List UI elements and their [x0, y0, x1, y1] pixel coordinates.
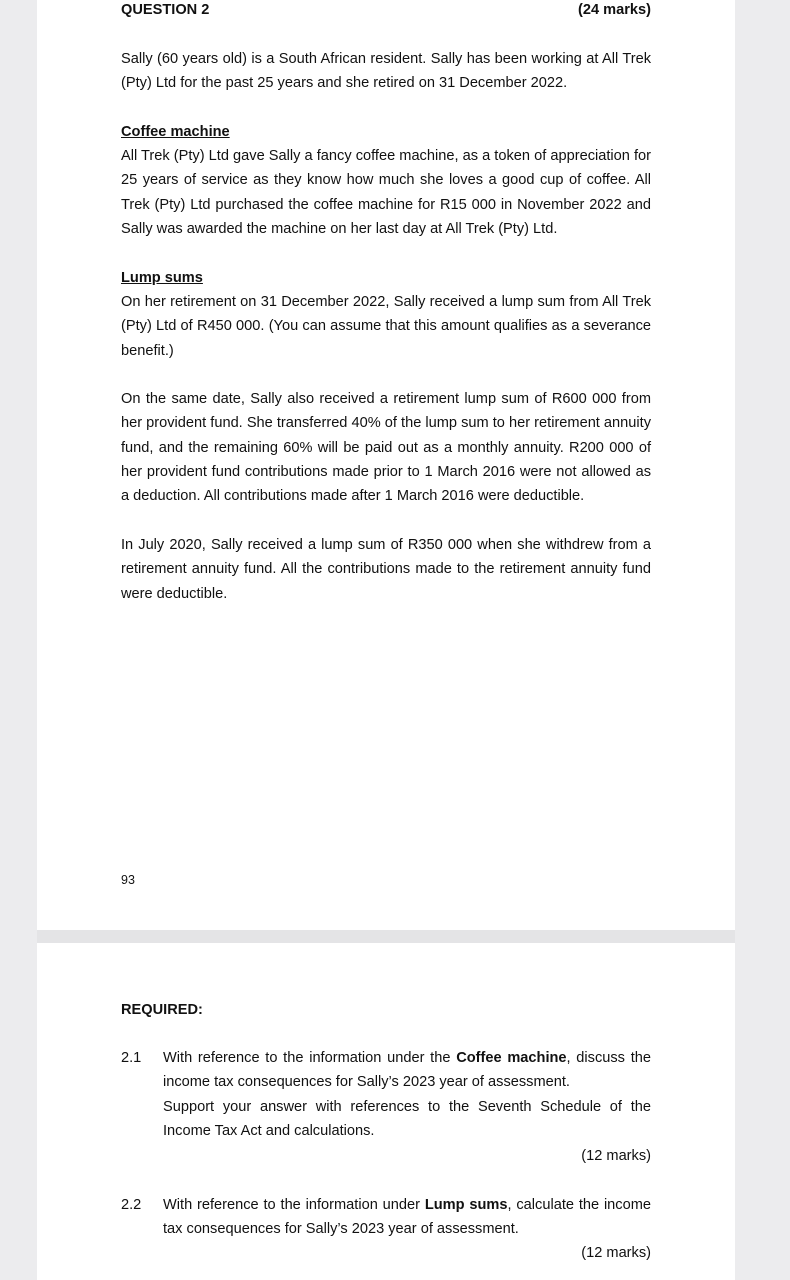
item-marks: (12 marks)	[581, 1148, 651, 1164]
coffee-machine-heading: Coffee machine	[121, 124, 230, 140]
item-bold-reference: Coffee machine	[456, 1050, 567, 1066]
required-heading: REQUIRED:	[121, 1002, 203, 1018]
item-text: , calculate the income tax consequences for Sally’s 2023 year of assessment.	[163, 1197, 651, 1238]
intro-paragraph: Sally (60 years old) is a South African resident. Sally has been working at All Trek (Pty) Ltd for the past 25 years and she retired on 31 December 2022.	[121, 51, 651, 92]
document-page-1	[37, 0, 735, 930]
required-item-2-2	[163, 1193, 651, 1242]
lump-sums-paragraph-3: In July 2020, Sally received a lump sum of R350 000 when she withdrew from a retirement annuity fund. All the contributions made to the retirement annuity fund were deductible.	[121, 537, 651, 602]
question-marks: (24 marks)	[577, 2, 651, 18]
lump-sums-paragraph-2: On the same date, Sally also received a retirement lump sum of R600 000 from her provident fund. She transferred 40% of the lump sum to her retirement annuity fund, and the remaining 60% will be paid out as a monthly annuity. R200 000 of her provident fund contributions made prior to 1 March 2016 were not allowed as a deduction. All contributions made after 1 March 2016 were deductible.	[121, 391, 651, 505]
item-marks: (12 marks)	[581, 1245, 651, 1261]
lump-sums-paragraph-1: On her retirement on 31 December 2022, Sally received a lump sum from All Trek (Pty) Ltd of R450 000. (You can assume that this amount qualifies as a severance benefit.)	[121, 294, 651, 359]
item-number: 2.1	[121, 1050, 142, 1066]
question-title: QUESTION 2	[121, 2, 210, 18]
item-text: With reference to the information under	[163, 1197, 425, 1213]
item-bold-reference: Lump sums	[424, 1197, 508, 1213]
page-gutter-left	[0, 0, 37, 1280]
page-number: 93	[121, 873, 135, 887]
coffee-machine-paragraph: All Trek (Pty) Ltd gave Sally a fancy coffee machine, as a token of appreciation for 25 years of service as they know how much she loves a good cup of coffee. All Trek (Pty) Ltd purchased the coffee machine for R15 000 in November 2022 and Sally was awarded the machine on her last day at All Trek (Pty) Ltd.	[121, 148, 651, 237]
document-page-2	[37, 943, 735, 1280]
item-number: 2.2	[121, 1197, 142, 1213]
item-text: , discuss the income tax consequences for Sally’s 2023 year of assessment.	[163, 1050, 651, 1091]
page-gutter-right	[735, 0, 790, 1280]
required-item-2-1	[163, 1046, 651, 1095]
required-item-2-1-support: Support your answer with references to the Seventh Schedule of the Income Tax Act and calculations.	[163, 1099, 651, 1140]
lump-sums-heading: Lump sums	[121, 270, 203, 286]
item-text: With reference to the information under the	[163, 1050, 457, 1066]
